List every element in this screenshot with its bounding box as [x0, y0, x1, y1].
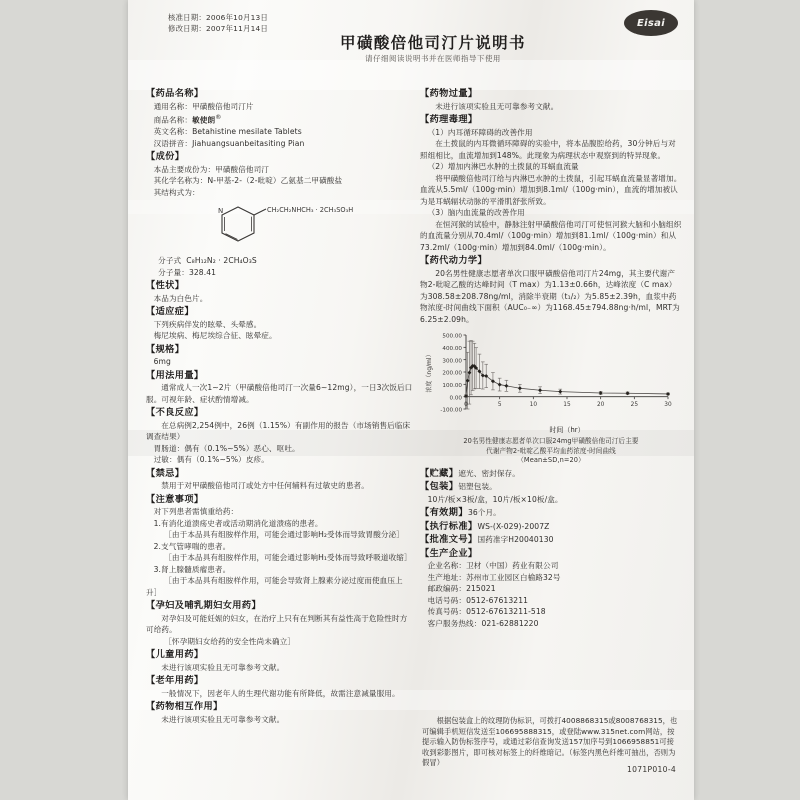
structure-label: 其结构式为：	[153, 187, 200, 197]
molecular-formula-label: 分子式	[158, 256, 182, 266]
interactions-heading: 【药物相互作用】	[146, 701, 223, 713]
precautions-intro: 对下列患者需慎重给药：	[153, 507, 239, 517]
svg-text:-100.00: -100.00	[440, 407, 462, 414]
approval-number-text: 国药准字H20040130	[477, 535, 554, 545]
standard-heading: 【执行标准】	[420, 520, 478, 532]
section-pregnancy	[146, 600, 414, 647]
properties-text: 本品为白色片。	[153, 293, 208, 303]
registered-mark: ®	[215, 114, 222, 121]
section-dosage	[146, 370, 414, 406]
svg-text:400.00: 400.00	[442, 345, 462, 352]
molecular-weight-row	[146, 267, 414, 279]
manufacturer-hotline-row	[420, 618, 682, 630]
adverse-heading: 【不良反应】	[146, 407, 204, 419]
pharmacology-item-2-text: 将甲磺酸倍他司汀给与内淋巴水肿的土拨鼠，引起耳蜗血流量显著增加。血流从5.5ml/（100g·min）增加到8.1ml/（100g·min），血流的增加被认为是耳蜗辐状动脉的平滑肌舒张所致。	[420, 173, 682, 206]
svg-text:20: 20	[596, 402, 605, 409]
revision-date-label: 修改日期：	[168, 23, 206, 33]
overdose-text: 未进行该项实验且无可靠参考文献。	[435, 101, 559, 111]
pharmacokinetics-text: 20名男性健康志愿者单次口服甲磺酸倍他司汀片24mg，其主要代谢产物2-吡啶乙酸的达峰时间（T max）为1.13±0.66h，达峰浓度（C max）为308.58±208.78ng/ml，消除半衰期（t₁/₂）为5.85±2.39h，血浆中药物浓度-时间曲线下面积（AUC₀₋∞）为1168.45±794.88ng·h/ml，MRT为6.25±2.09h。	[420, 268, 680, 324]
manufacturer-hotline-label: 客户服务热线：	[427, 618, 482, 628]
section-contraindications	[146, 468, 414, 492]
drug-name-heading: 【药品名称】	[146, 88, 204, 99]
section-precautions	[146, 494, 414, 599]
pharmacology-item-3-text: 在恒河猴的试验中，静脉注射甲磺酸倍他司汀可使恒河猴大脑和小脑组织的血流量分别从70.4ml/（100g·min）增加到81.1ml/（100g·min）和从73.2ml/（100g·min）增加到84.0ml/（100g·min）。	[420, 219, 682, 252]
packaging-row	[420, 481, 682, 493]
packaging-detail: 10片/板×3板/盒，10片/板×10板/盒。	[427, 494, 563, 504]
structure-side-chain: CH₂CH₂NHCH₃ · 2CH₃SO₃H	[267, 206, 354, 215]
manufacturer-address-row	[420, 572, 682, 584]
manufacturer-address-label: 生产地址：	[427, 572, 467, 582]
dosage-heading: 【用法用量】	[146, 369, 204, 381]
geriatric-text: 一般情况下，因老年人的生理代谢功能有所降低，故需注意减量服用。	[161, 688, 400, 698]
anticounterfeit-notice	[422, 716, 680, 769]
chart-caption-line-3: （Mean±SD,n=20）	[517, 456, 585, 465]
trade-name-row	[146, 112, 414, 126]
manufacturer-heading: 【生产企业】	[420, 547, 478, 559]
svg-text:N: N	[218, 207, 224, 216]
standard-row	[420, 521, 682, 533]
precaution-item-3: 3.肾上腺髓质瘤患者。	[153, 564, 231, 574]
contraindications-text: 禁用于对甲磺酸倍他司汀或处方中任何辅料有过敏史的患者。	[161, 481, 369, 491]
approval-date-value: 2006年10月13日	[205, 13, 268, 22]
section-overdose	[420, 88, 682, 112]
approval-date-label: 核准日期：	[168, 13, 206, 22]
document-code: 1071P010-4	[627, 765, 676, 774]
interactions-text: 未进行该项实验且无可靠参考文献。	[161, 714, 285, 724]
section-composition	[146, 151, 414, 278]
pinyin-value: Jiahuangsuanbeitasiting Pian	[192, 138, 305, 148]
section-drug-name	[146, 88, 414, 149]
eisai-logo-text: Eisai	[637, 17, 665, 29]
left-column	[146, 86, 414, 726]
section-properties	[146, 280, 414, 304]
composition-heading: 【成份】	[146, 151, 185, 163]
svg-text:5: 5	[497, 402, 502, 409]
svg-text:100.00: 100.00	[442, 382, 462, 389]
pharmacokinetics-heading: 【药代动力学】	[420, 255, 488, 266]
pharmacology-item-1-text: 在土拨鼠的内耳微循环障碍的实验中，将本品腹腔给药，30分钟后与对照组相比，血流增加到148%。此现象为病理状态中观察到的特异现象。	[420, 139, 676, 160]
geriatric-heading: 【老年用药】	[146, 675, 204, 687]
section-shelf-life	[420, 507, 682, 519]
english-name-value: Betahistine mesilate Tablets	[192, 127, 302, 137]
section-packaging	[420, 481, 682, 505]
precautions-heading: 【注意事项】	[146, 493, 204, 505]
manufacturer-zip-row	[420, 583, 682, 595]
pregnancy-heading: 【孕妇及哺乳期妇女用药】	[146, 600, 262, 612]
approval-number-row	[420, 534, 682, 546]
page-title: 甲磺酸倍他司汀片说明书	[340, 34, 526, 52]
shelf-life-text: 36个月。	[467, 508, 501, 518]
precaution-item-2: 2.支气管哮喘的患者。	[153, 541, 231, 551]
english-name-row	[146, 126, 414, 138]
section-approval-number	[420, 534, 682, 546]
packaging-text: 铝塑包装。	[458, 482, 497, 492]
contraindications-heading: 【禁忌】	[146, 467, 185, 479]
chart-caption-line-2: 代谢产物2-吡啶乙酸平均血药浓度-时间曲线	[486, 446, 616, 455]
molecular-weight-value: 328.41	[188, 267, 217, 277]
pharmacology-item-2-title: （2）增加内淋巴水肿的土拨鼠的耳蜗血流量	[427, 162, 579, 171]
svg-text:300.00: 300.00	[442, 358, 462, 365]
section-interactions	[146, 701, 414, 725]
pregnancy-note: ［怀孕期妇女给药的安全性尚未确立］	[164, 636, 296, 646]
package-insert-sheet	[128, 0, 694, 800]
overdose-heading: 【药物过量】	[420, 88, 478, 99]
chart-caption-line-1: 20名男性健康志愿者单次口服24mg甲磺酸倍他司汀后主要	[463, 437, 639, 445]
section-adverse-reactions	[146, 407, 414, 466]
adverse-allergy: 过敏：偶有（0.1%~5%）皮疹。	[153, 455, 269, 465]
manufacturer-name-label: 企业名称：	[427, 561, 467, 571]
section-pharmacology	[420, 114, 682, 253]
molecular-weight-label: 分子量：	[158, 267, 189, 277]
svg-text:10: 10	[529, 402, 538, 409]
indications-line-1: 下列疾病伴发的眩晕、头晕感。	[153, 319, 262, 329]
shelf-life-heading: 【有效期】	[420, 507, 468, 519]
approval-number-heading: 【批准文号】	[420, 534, 478, 546]
section-indications	[146, 306, 414, 342]
manufacturer-zip-value: 215021	[466, 584, 496, 594]
composition-main: 本品主要成份为：甲磺酸倍他司汀	[153, 164, 269, 174]
generic-name-value: 甲磺酸倍他司汀片	[192, 101, 254, 111]
generic-name-label: 通用名称：	[153, 101, 193, 111]
section-specification	[146, 344, 414, 368]
pregnancy-text: 对孕妇及可能妊娠的妇女，在治疗上只有在判断其有益性高于危险性时方可给药。	[146, 613, 408, 635]
svg-text:15: 15	[563, 402, 571, 409]
section-geriatric	[146, 675, 414, 699]
adverse-gi: 胃肠道：偶有（0.1%~5%）恶心、呕吐。	[153, 443, 300, 453]
storage-text: 遮光、密封保存。	[458, 468, 520, 478]
precaution-note-3: ［由于本品具有组胺样作用，可能会导致肾上腺素分泌过度而使血压上升］	[146, 576, 403, 597]
svg-text:200.00: 200.00	[442, 370, 462, 377]
manufacturer-name-value: 卫材（中国）药业有限公司	[466, 561, 559, 571]
pharmacology-item-1-title: （1）内耳循环障碍的改善作用	[427, 127, 533, 137]
manufacturer-zip-label: 邮政编码：	[427, 584, 467, 594]
manufacturer-fax-label: 传真号码：	[427, 607, 467, 617]
composition-chemical-name: 其化学名称为：N-甲基-2-（2-吡啶）乙氨基二甲磺酸盐	[153, 176, 343, 186]
precaution-note-2: ［由于本品具有组胺样作用，可能会通过影响H₁受体而导致呼吸道收缩］	[164, 553, 412, 563]
shelf-life-row	[420, 507, 682, 519]
manufacturer-hotline-value: 021-62881220	[481, 618, 539, 628]
trade-name-value: 敏使朗	[192, 115, 216, 125]
svg-text:0: 0	[464, 402, 468, 409]
right-column	[420, 86, 682, 630]
indications-heading: 【适应症】	[146, 306, 194, 318]
specification-heading: 【规格】	[146, 343, 185, 355]
pharmacology-heading: 【药理毒理】	[420, 114, 478, 125]
english-name-label: 英文名称：	[153, 127, 193, 137]
svg-text:25: 25	[630, 402, 639, 409]
manufacturer-phone-value: 0512-67613211	[466, 595, 529, 605]
section-pharmacokinetics	[420, 255, 682, 466]
section-pediatric	[146, 649, 414, 673]
dosage-text: 通常成人一次1~2片（甲磺酸倍他司汀一次量6~12mg），一日3次饭后口服。可视年龄、症状酌情增减。	[146, 383, 413, 404]
molecular-formula-value: C₈H₁₂N₂ · 2CH₄O₃S	[186, 256, 257, 266]
pediatric-text: 未进行该项实验且无可靠参考文献。	[161, 662, 285, 672]
svg-text:浓度（ng/ml）: 浓度（ng/ml）	[426, 351, 433, 393]
manufacturer-fax-value: 0512-67613211-518	[466, 607, 546, 617]
precaution-item-1: 1.有消化道溃疡史者或活动期消化道溃疡的患者。	[153, 518, 323, 528]
anticounterfeit-text: 根据包装盒上的纹理防伪标识，可拨打4008868315或8008768315，也可编辑手机短信发送至106695888315，或登陆www.315net.com网站，按提示输入防伪标签序号，或通过彩信查询发送157加序号到1066958851可接收到彩影图片，即可核对标签上的纤维暗记。（标签内黑色纤维可抽出，否则为假冒）	[422, 716, 678, 768]
storage-heading: 【贮藏】	[420, 467, 459, 479]
section-manufacturer	[420, 548, 682, 630]
pharmacology-item-3-title: （3）脑内血流量的改善作用	[427, 208, 525, 217]
storage-row	[420, 468, 682, 480]
section-storage	[420, 468, 682, 480]
standard-text: WS-(X-029)-2007Z	[477, 521, 550, 531]
manufacturer-name-row	[420, 560, 682, 572]
pinyin-row	[146, 138, 414, 150]
manufacturer-phone-row	[420, 595, 682, 607]
precaution-note-1: ［由于本品具有组胺样作用，可能会通过影响H₂受体而导致胃酸分泌］	[164, 530, 404, 540]
manufacturer-phone-label: 电话号码：	[427, 595, 467, 605]
page-subtitle: 请仔细阅读说明书并在医师指导下使用	[365, 54, 501, 63]
molecular-formula-row	[146, 255, 414, 267]
manufacturer-address-value: 苏州市工业园区白榆路32号	[466, 572, 561, 582]
chart-caption	[420, 437, 682, 466]
properties-heading: 【性状】	[146, 280, 185, 292]
pediatric-heading: 【儿童用药】	[146, 649, 204, 661]
manufacturer-fax-row	[420, 606, 682, 618]
indications-line-2: 梅尼埃病、梅尼埃综合征、眩晕症。	[153, 331, 277, 341]
pk-concentration-time-chart	[420, 329, 682, 435]
specification-value: 6mg	[153, 357, 171, 367]
revision-date-value: 2007年11月14日	[205, 23, 268, 33]
packaging-heading: 【包装】	[420, 481, 459, 493]
svg-text:0.00: 0.00	[449, 395, 462, 402]
svg-text:时间（hr）: 时间（hr）	[549, 426, 585, 434]
trade-name-label: 商品名称：	[153, 115, 193, 125]
adverse-summary: 在总病例2,254例中，26例（1.15%）有副作用的报告（市场销售后临床调查结果）	[146, 420, 411, 442]
chemical-structure-diagram	[146, 201, 414, 253]
svg-text:500.00: 500.00	[442, 333, 462, 340]
section-standard	[420, 521, 682, 533]
generic-name-row	[146, 101, 414, 113]
svg-text:30: 30	[664, 402, 672, 409]
pinyin-label: 汉语拼音：	[153, 138, 193, 148]
